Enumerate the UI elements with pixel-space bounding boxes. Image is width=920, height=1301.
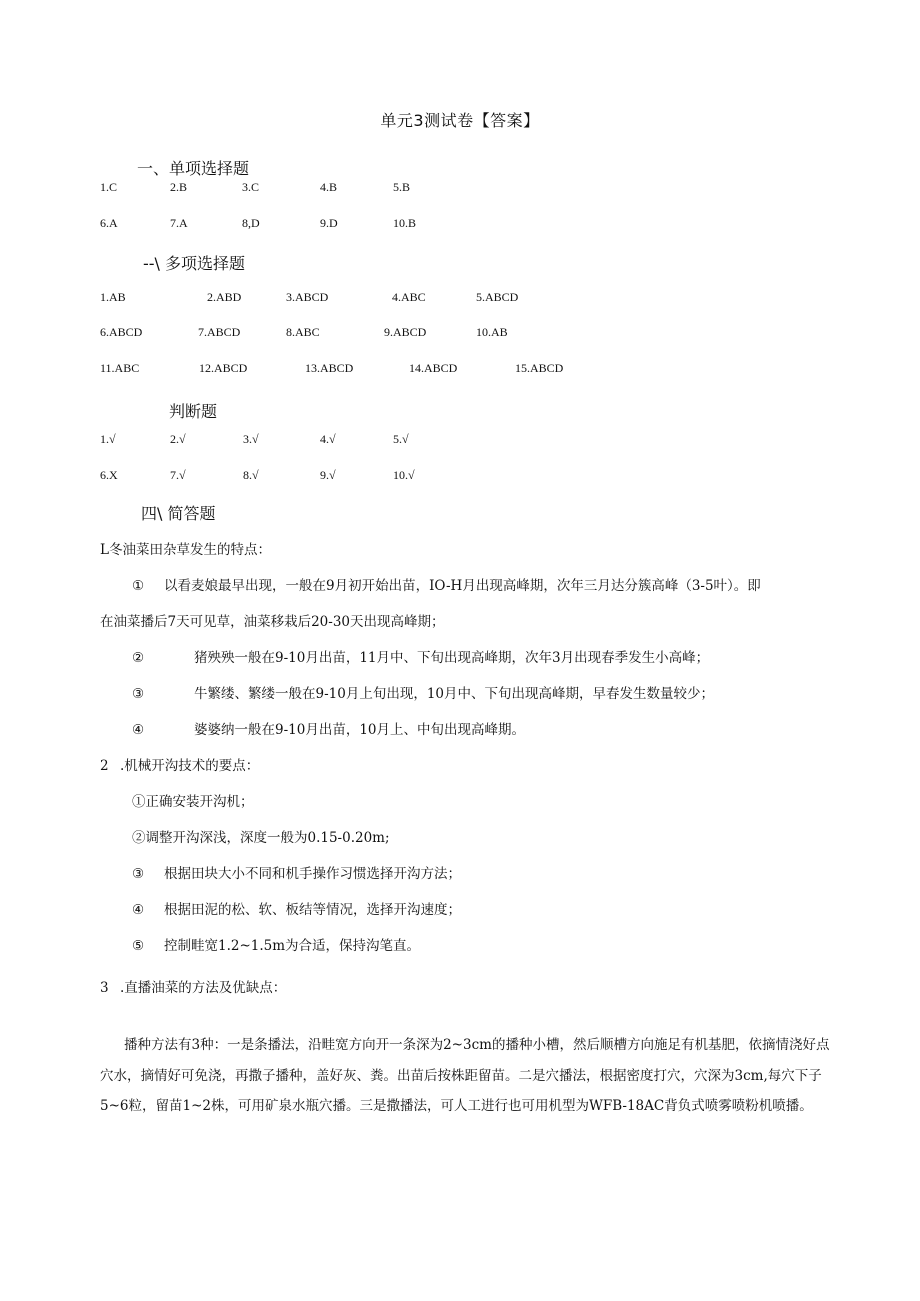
list-item: [132, 790, 254, 810]
answer-paragraph: 播种方法有3种：一是条播法，沿畦宽方向开一条深为2~3cm的播种小槽，然后顺槽方向施足有机基肥，依摘情浇好点穴水，摘情好可免浇，再撒子播种，盖好灰、粪。出苗后按株距留苗。二是穴播法，根据密度打穴，穴深为3cm,每穴下子5~6粒，留苗1~2株，可用矿泉水瓶穴播。三是撒播法，可人工进行也可用机型为WFB-18AC背负式喷雾喷粉机喷播。: [100, 1037, 830, 1114]
answer-item: 9.D: [320, 216, 338, 230]
item-number: ③: [132, 686, 145, 702]
question-text: .机械开沟技术的要点：: [120, 758, 260, 774]
item-number: ④: [132, 722, 145, 738]
item-text: 牛繁缕、繁缕一般在9-10月上旬出现，10月中、下旬出现高峰期，早春发生数量较少；: [194, 686, 715, 702]
item-text: 调整开沟深浅，深度一般为0.15-0.20m;: [145, 830, 390, 846]
answer-item: 12.ABCD: [199, 361, 248, 375]
section-heading-multi-choice: --\ 多项选择题: [143, 254, 246, 273]
answer-item: 15.ABCD: [515, 361, 564, 375]
question-number: 3: [100, 980, 109, 996]
answer-item: 11.ABC: [100, 361, 140, 375]
answer-item: 13.ABCD: [305, 361, 354, 375]
question-number: 2: [100, 758, 109, 774]
answer-item: 3.√: [243, 432, 259, 446]
list-item: [132, 682, 714, 702]
answer-item: 6.ABCD: [100, 325, 143, 339]
answer-item: 8,D: [242, 216, 260, 230]
answer-item: 8.ABC: [286, 325, 320, 339]
answer-item: 9.√: [320, 468, 336, 482]
section-heading-true-false: 判断题: [169, 402, 218, 421]
answer-item: 7.√: [170, 468, 186, 482]
answer-item: 5.B: [393, 180, 411, 194]
answer-item: 8.√: [243, 468, 259, 482]
item-text: 婆婆纳一般在9-10月出苗，10月上、中旬出现高峰期。: [194, 722, 526, 738]
item-text: 根据田泥的松、软、板结等情况，选择开沟速度；: [164, 902, 461, 918]
list-item: [132, 862, 461, 882]
answer-item: 10.B: [393, 216, 417, 230]
answer-item: 5.√: [393, 432, 409, 446]
answer-item: 4.ABC: [392, 290, 426, 304]
answer-item: 14.ABCD: [409, 361, 458, 375]
answer-item: 6.X: [100, 468, 118, 482]
question-3-title: [100, 976, 286, 996]
answer-item: 9.ABCD: [384, 325, 427, 339]
item-text: 根据田块大小不同和机手操作习惯选择开沟方法；: [164, 866, 461, 882]
answer-item: 2.√: [170, 432, 186, 446]
item-text: 控制畦宽1.2~1.5m为合适，保持沟笔直。: [164, 938, 421, 954]
question-text: .直播油菜的方法及优缺点：: [120, 980, 287, 996]
list-item: [132, 574, 761, 594]
answer-item: 2.B: [170, 180, 188, 194]
item-number: ⑤: [132, 938, 145, 954]
list-item: [132, 718, 525, 738]
item-number: ①: [132, 794, 146, 810]
answer-item: 1.AB: [100, 290, 126, 304]
answer-item: 1.C: [100, 180, 118, 194]
answer-item: 10.√: [393, 468, 415, 482]
answer-item: 6.A: [100, 216, 118, 230]
answer-item: 4.B: [320, 180, 338, 194]
question-2-title: [100, 754, 259, 774]
answer-item: 10.AB: [476, 325, 508, 339]
answer-item: 3.C: [242, 180, 260, 194]
answer-item: 3.ABCD: [286, 290, 329, 304]
answer-item: 7.A: [170, 216, 188, 230]
answer-item: 2.ABD: [207, 290, 242, 304]
list-item-continuation: 在油菜播后7天可见草，油菜移栽后20-30天出现高峰期；: [100, 614, 445, 630]
item-number: ②: [132, 650, 145, 666]
list-item: [132, 898, 461, 918]
answer-item: 1.√: [100, 432, 116, 446]
item-number: ②: [132, 830, 146, 846]
answer-item: 7.ABCD: [198, 325, 241, 339]
question-1-title: L冬油菜田杂草发生的特点：: [100, 542, 271, 558]
page-title: 单元3测试卷【答案】: [380, 111, 540, 130]
item-number: ④: [132, 902, 145, 918]
answer-item: 5.ABCD: [476, 290, 519, 304]
section-heading-single-choice: 一、单项选择题: [137, 159, 250, 178]
answer-item: 4.√: [320, 432, 336, 446]
section-heading-short-answer: 四\ 简答题: [141, 504, 216, 523]
item-text: 以看麦娘最早出现，一般在9月初开始出苗，IO-H月出现高峰期，次年三月达分簇高峰（3-5叶）。即: [164, 578, 761, 594]
item-text: 猪殃殃一般在9-10月出苗，11月中、下旬出现高峰期，次年3月出现春季发生小高峰；: [194, 650, 710, 666]
item-text: 正确安装开沟机；: [145, 794, 254, 810]
list-item: [132, 934, 420, 954]
list-item: [132, 826, 390, 846]
item-number: ①: [132, 578, 145, 594]
item-number: ③: [132, 866, 145, 882]
list-item: [132, 646, 709, 666]
